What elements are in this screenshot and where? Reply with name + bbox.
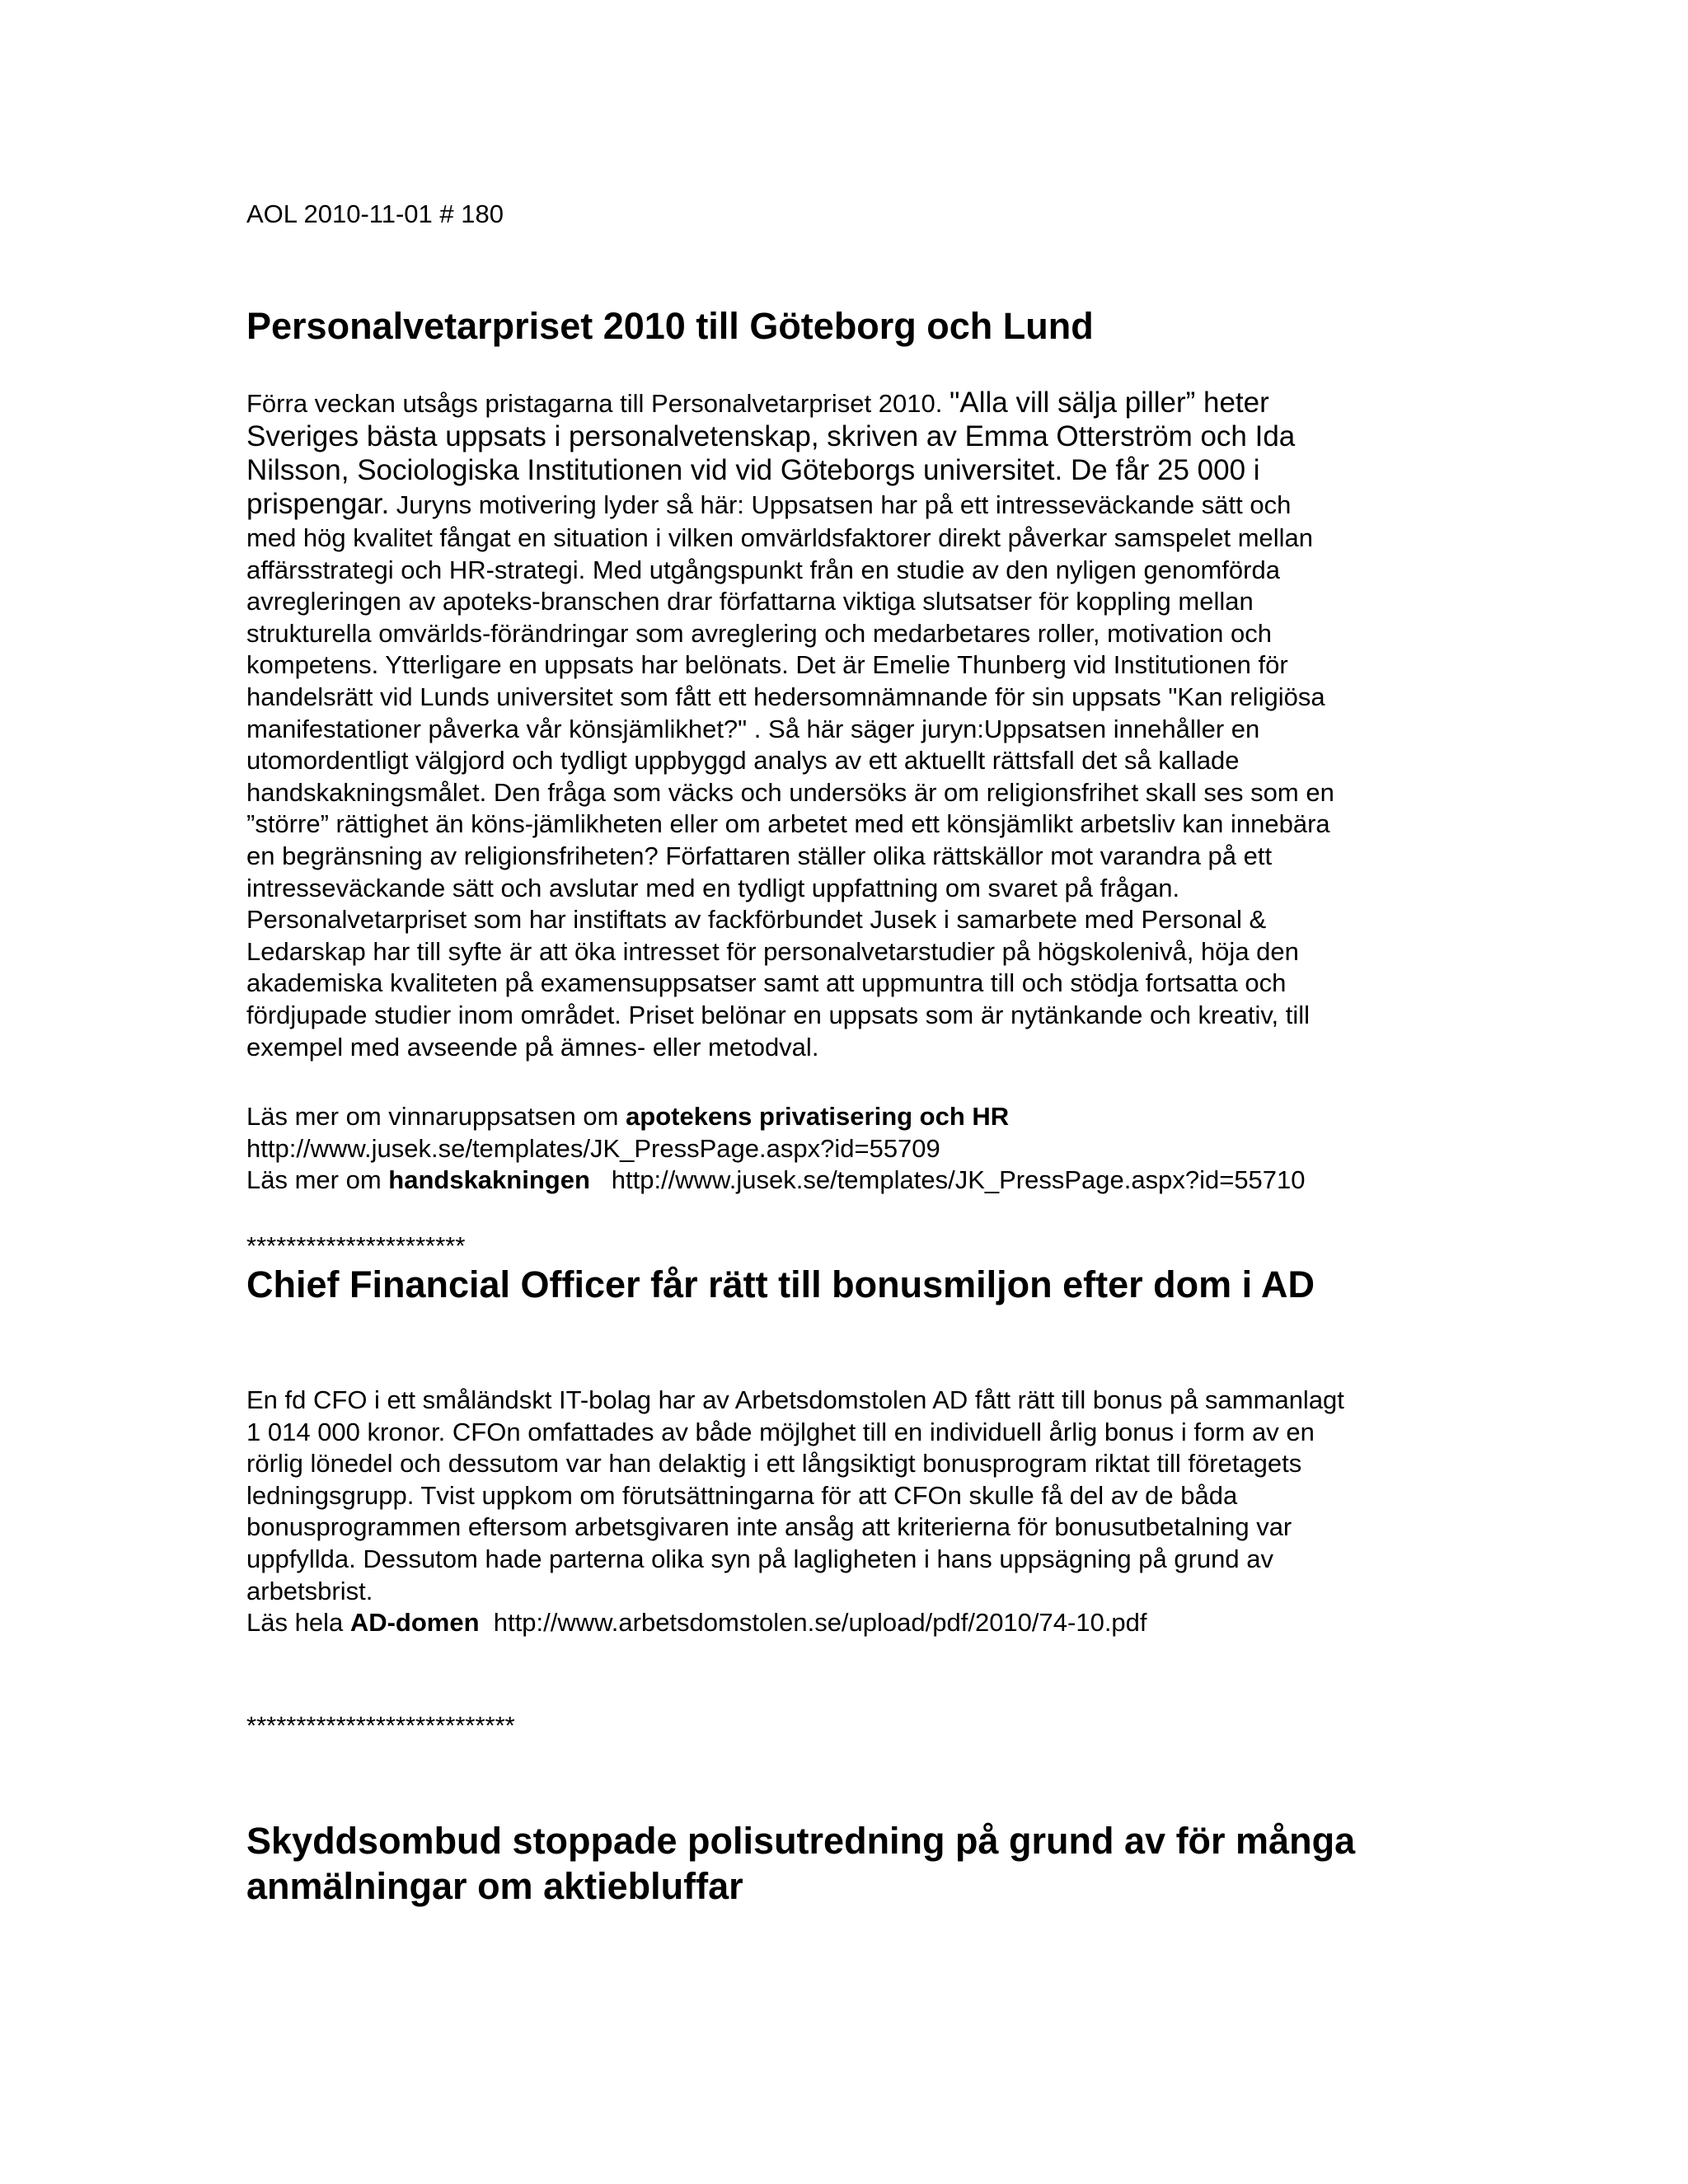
body-line: intresseväckande sätt och avslutar med en tydligt uppfattning om svaret på frågan. — [246, 873, 1180, 902]
article-1-title: Personalvetarpriset 2010 till Göteborg och Lund — [246, 305, 1094, 347]
body-line: exempel med avseende på ämnes- eller metodval. — [246, 1032, 819, 1062]
article-3-title — [246, 1818, 1483, 1909]
body-line: Personalvetarpriset som har instiftats av fackförbundet Jusek i samarbete med Personal & — [246, 905, 1267, 935]
body-line: arbetsbrist. — [246, 1576, 373, 1605]
article-3-title-line-1: Skyddsombud stoppade polisutredning på grund av för många — [246, 1820, 1356, 1862]
body-line: Sveriges bästa uppsats i personalvetenskap, skriven av Emma Otterström och Ida — [246, 420, 1296, 452]
article-1-body — [246, 387, 1450, 1063]
read-more-topic-1: apotekens privatisering och HR — [626, 1102, 1010, 1131]
read-more-link[interactable]: http://www.arbetsdomstolen.se/upload/pdf/2010/74-10.pdf — [493, 1608, 1147, 1638]
body-line: Nilsson, Sociologiska Institutionen vid vid Göteborgs universitet. De får 25 000 i — [246, 454, 1260, 486]
read-more-line-1: Läs mer om vinnaruppsatsen om apotekens privatisering och HR — [246, 1102, 1010, 1131]
read-more-topic: AD-domen — [349, 1608, 480, 1638]
body-line: kompetens. Ytterligare en uppsats har belönats. Det är Emelie Thunberg vid Institutionen för — [246, 650, 1288, 680]
body-line: handelsrätt vid Lunds universitet som fått ett hedersomnämnande för sin uppsats "Kan religiösa — [246, 682, 1325, 711]
article-1-read-more — [246, 1101, 1450, 1197]
body-line: uppfyllda. Dessutom hade parterna olika syn på lagligheten i hans uppsägning på grund av — [246, 1544, 1274, 1573]
document-reference: AOL 2010-11-01 # 180 — [246, 199, 504, 228]
read-more-line-2: Läs mer om handskakningen http://www.jusek.se/templates/JK_PressPage.aspx?id=55710 — [246, 1165, 1306, 1195]
separator: ********************** — [246, 1231, 466, 1260]
body-line: affärsstrategi och HR-strategi. Med utgångspunkt från en studie av den nyligen genomförda — [246, 555, 1280, 584]
body-line: en begränsning av religionsfriheten? Författaren ställer olika rättskällor mot varandra på ett — [246, 841, 1273, 870]
body-line: 1 014 000 kronor. CFOn omfattades av både möjlghet till en individuell årlig bonus i form av en — [246, 1417, 1315, 1446]
read-more-link-1[interactable]: http://www.jusek.se/templates/JK_PressPage.aspx?id=55709 — [246, 1133, 940, 1163]
article-2-body — [246, 1385, 1450, 1639]
body-line: manifestationer påverka vår könsjämlikhet?" . Så här säger juryn:Uppsatsen innehåller en — [246, 714, 1260, 743]
body-line: ”större” rättighet än köns-jämlikheten eller om arbetet med ett könsjämlikt arbetsliv kan innebära — [246, 809, 1330, 839]
body-line: bonusprogrammen eftersom arbetsgivaren inte ansåg att kriterierna för bonusutbetalning var — [246, 1512, 1292, 1542]
separator: *************************** — [246, 1711, 515, 1740]
body-line: akademiska kvaliteten på examensuppsatser samt att uppmuntra till och stödja fortsatta och — [246, 968, 1287, 998]
body-line: En fd CFO i ett småländskt IT-bolag har av Arbetsdomstolen AD fått rätt till bonus på sammanlagt — [246, 1385, 1344, 1414]
body-line: prispengar. Juryns motivering lyder så här: Uppsatsen har på ett intresseväckande sätt och — [246, 488, 1292, 520]
read-more-link-2[interactable]: http://www.jusek.se/templates/JK_PressPage.aspx?id=55710 — [611, 1165, 1306, 1195]
body-line: handskakningsmålet. Den fråga som väcks och undersöks är om religionsfrihet skall ses som en — [246, 777, 1334, 807]
article-3-title-line-2: anmälningar om aktiebluffar — [246, 1865, 743, 1907]
read-more-line: Läs hela AD-domen http://www.arbetsdomstolen.se/upload/pdf/2010/74-10.pdf — [246, 1608, 1147, 1638]
article-2-title: Chief Financial Officer får rätt till bonusmiljon efter dom i AD — [246, 1263, 1315, 1305]
body-line: med hög kvalitet fångat en situation i vilken omvärldsfaktorer direkt påverkar samspelet mellan — [246, 523, 1314, 552]
body-line: fördjupade studier inom området. Priset belönar en uppsats som är nytänkande och kreativ, till — [246, 1000, 1311, 1029]
read-more-topic-2: handskakningen — [388, 1165, 590, 1195]
body-line: strukturella omvärlds-förändringar som avreglering och medarbetares roller, motivation och — [246, 618, 1272, 648]
body-line: utomordentligt välgjord och tydligt uppbyggd analys av ett aktuellt rättsfall det så kallade — [246, 746, 1240, 776]
body-line: Förra veckan utsågs pristagarna till Personalvetarpriset 2010. "Alla vill sälja piller” heter — [246, 387, 1269, 419]
body-line: rörlig lönedel och dessutom var han delaktig i ett långsiktigt bonusprogram riktat till företagets — [246, 1449, 1302, 1479]
body-line: ledningsgrupp. Tvist uppkom om förutsättningarna för att CFOn skulle få del av de båda — [246, 1480, 1238, 1510]
body-line: avregleringen av apoteks-branschen drar författarna viktiga slutsatser för koppling mellan — [246, 587, 1254, 616]
body-line: Ledarskap har till syfte är att öka intresset för personalvetarstudier på högskolenivå, höja den — [246, 936, 1299, 966]
